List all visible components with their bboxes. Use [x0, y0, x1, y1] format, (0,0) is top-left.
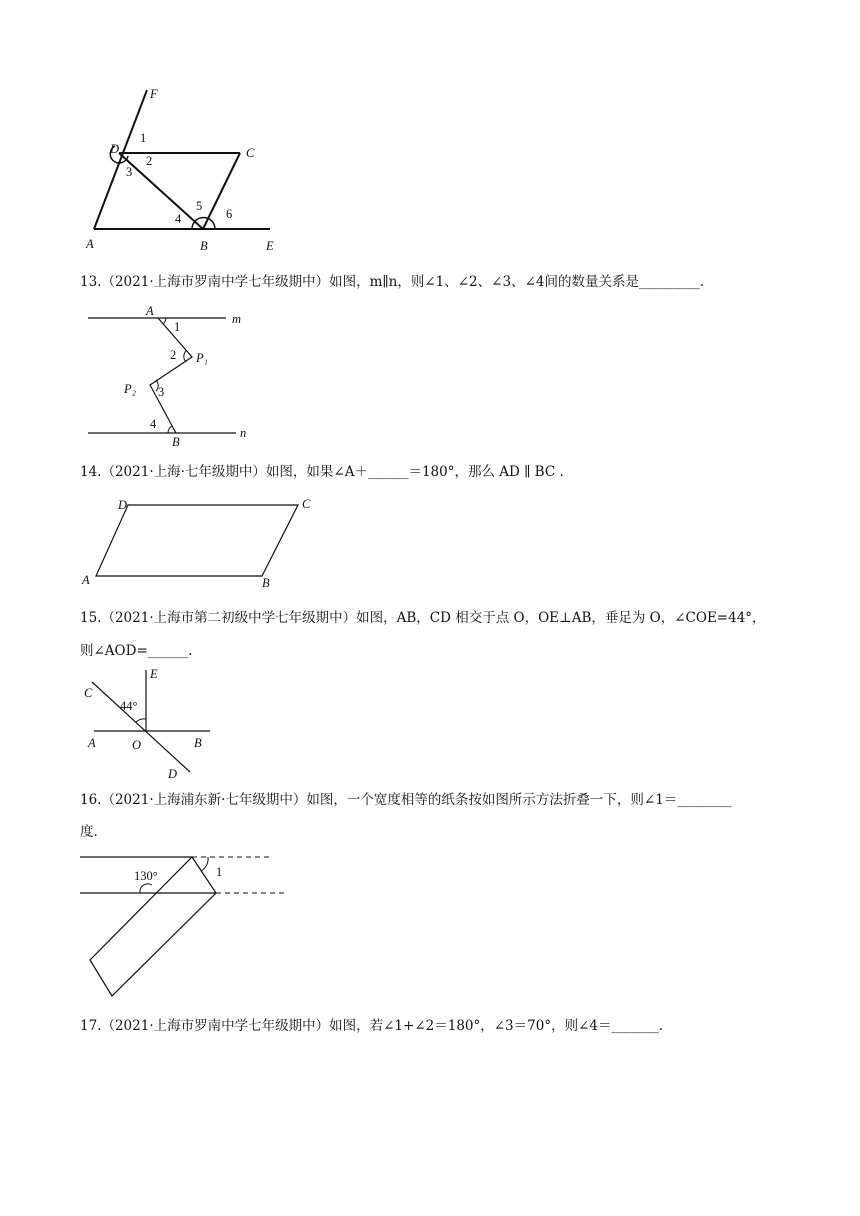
label-C: C	[84, 686, 93, 700]
angle-label-4: 4	[150, 417, 157, 431]
angle-label-6: 6	[226, 207, 233, 221]
label-D: D	[118, 498, 128, 512]
question-16-line1: 16.（2021·上海浦东新·七年级期中）如图，一个宽度相等的纸条按如图所示方法折叠一下，则∠1＝________	[80, 792, 732, 808]
label-n: n	[240, 426, 247, 440]
figure-parallelogram-ABCD	[78, 492, 328, 592]
label-m: m	[232, 312, 242, 326]
label-D: D	[168, 767, 178, 781]
label-P1: P₁	[196, 351, 208, 365]
label-A: A	[82, 573, 90, 587]
label-A: A	[86, 237, 94, 251]
question-14-text: 14.（2021·上海·七年级期中）如图，如果∠A＋______＝180°，那么 AD ∥ BC .	[80, 464, 564, 480]
question-15-line1: 15.（2021·上海市第二初级中学七年级期中）如图，AB，CD 相交于点 O，OE⊥AB，垂足为 O，∠COE=44°，	[80, 610, 766, 626]
angle-label-2: 2	[146, 154, 153, 168]
question-16-line2: 度.	[80, 824, 98, 840]
angle-label-44: 44°	[120, 699, 138, 713]
angle-label-1: 1	[140, 131, 147, 145]
figure-parallelogram-angles	[80, 84, 300, 256]
angle-label-1: 1	[216, 865, 223, 879]
label-O: O	[132, 738, 142, 752]
angle-label-2: 2	[170, 348, 177, 362]
angle-label-4: 4	[175, 212, 182, 226]
line-AF	[94, 90, 147, 229]
angle-label-1: 1	[174, 320, 181, 334]
angle-arc-1	[201, 857, 208, 871]
figure-folded-strip	[80, 850, 290, 1000]
angle-arc-1	[163, 318, 166, 324]
line-CB	[203, 153, 240, 229]
label-E: E	[266, 239, 274, 253]
label-F: F	[150, 87, 158, 101]
angle-arc-130	[140, 884, 152, 893]
angle-label-5: 5	[196, 199, 203, 213]
label-B: B	[262, 576, 270, 590]
label-A: A	[146, 304, 154, 318]
parallelogram	[96, 505, 298, 576]
label-D: D	[110, 142, 120, 156]
question-17-text: 17.（2021·上海市罗南中学七年级期中）如图，若∠1+∠2＝180°，∠3＝70°，则∠4＝_______.	[80, 1018, 664, 1034]
angle-arc-2	[184, 351, 186, 362]
label-B: B	[194, 736, 202, 750]
label-B: B	[200, 239, 208, 253]
label-C: C	[246, 146, 255, 160]
line-CD	[92, 682, 190, 772]
angle-label-130: 130°	[134, 869, 158, 883]
angle-arc-4	[168, 426, 172, 433]
angle-label-3: 3	[126, 165, 133, 179]
label-A: A	[88, 736, 96, 750]
question-15-line2: 则∠AOD=______.	[80, 643, 193, 659]
figure-parallel-zigzag	[84, 302, 274, 448]
question-13-text: 13.（2021·上海市罗南中学七年级期中）如图，m∥n，则∠1、∠2、∠3、∠4间的数量关系是_________.	[80, 274, 704, 290]
label-C: C	[302, 497, 311, 511]
angle-arc-COE	[136, 719, 146, 722]
label-E: E	[150, 667, 158, 681]
figure-intersecting-lines	[80, 664, 220, 780]
zigzag-path	[150, 318, 192, 433]
label-P2: P₂	[124, 382, 136, 396]
angle-label-3: 3	[158, 385, 165, 399]
label-B: B	[172, 435, 180, 449]
